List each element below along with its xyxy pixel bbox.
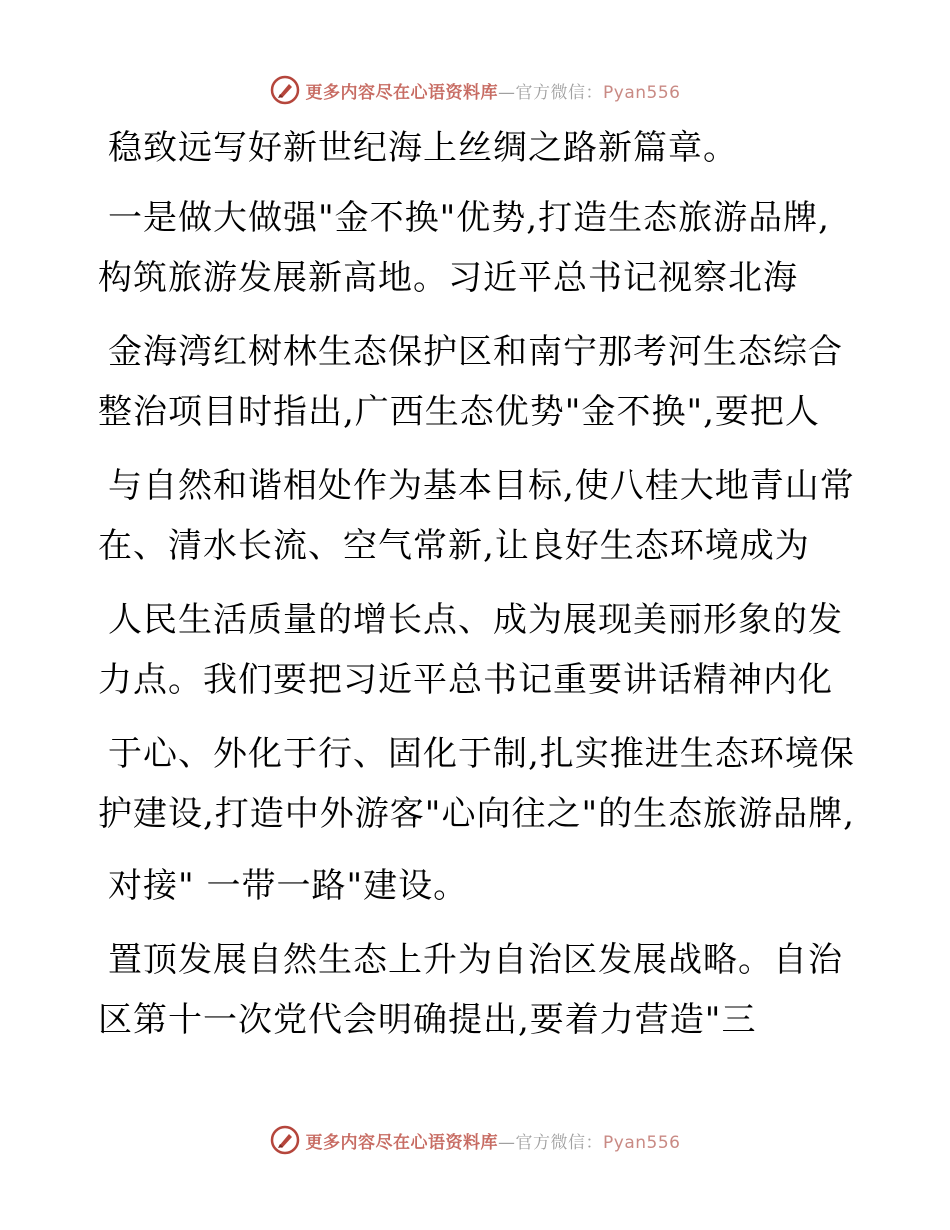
text-line: 在、清水长流、空气常新,让良好生态环境成为 xyxy=(98,526,810,566)
pen-logo-icon xyxy=(270,75,300,105)
watermark-dash: — xyxy=(498,82,516,103)
text-line: 一是做大做强"金不换"优势,打造生态旅游品牌, xyxy=(108,198,830,238)
text-line: 金海湾红树林生态保护区和南宁那考河生态综合 xyxy=(108,332,843,372)
watermark-footer xyxy=(0,1122,950,1158)
text-line: 区第十一次党代会明确提出,要着力营造"三 xyxy=(98,1000,757,1040)
watermark-id: Pyan556 xyxy=(603,82,681,103)
watermark-id: Pyan556 xyxy=(603,1132,681,1153)
text-line: 与自然和谐相处作为基本目标,使八桂大地青山常 xyxy=(108,466,855,506)
text-line: 人民生活质量的增长点、成为展现美丽形象的发 xyxy=(108,600,843,640)
text-line: 置顶发展自然生态上升为自治区发展战略。自治 xyxy=(108,940,843,980)
watermark-sub: 官方微信： xyxy=(515,82,604,103)
watermark-text xyxy=(306,1128,681,1153)
pen-logo-icon xyxy=(270,1125,300,1155)
watermark-dash: — xyxy=(498,1132,516,1153)
text-line: 稳致远写好新世纪海上丝绸之路新篇章。 xyxy=(108,128,738,168)
text-line: 于心、外化于行、固化于制,扎实推进生态环境保 xyxy=(108,734,855,774)
text-line: 构筑旅游发展新高地。习近平总书记视察北海 xyxy=(98,258,798,298)
text-line: 力点。我们要把习近平总书记重要讲话精神内化 xyxy=(98,660,833,700)
watermark-text xyxy=(306,78,681,103)
text-line: 对接" 一带一路"建设。 xyxy=(108,866,469,906)
text-line: 整治项目时指出,广西生态优势"金不换",要把人 xyxy=(98,392,820,432)
watermark-main: 更多内容尽在心语资料库 xyxy=(305,1132,499,1153)
watermark-main: 更多内容尽在心语资料库 xyxy=(305,82,499,103)
watermark-header xyxy=(0,72,950,108)
watermark-sub: 官方微信： xyxy=(515,1132,604,1153)
text-line: 护建设,打造中外游客"心向往之"的生态旅游品牌, xyxy=(98,794,855,834)
